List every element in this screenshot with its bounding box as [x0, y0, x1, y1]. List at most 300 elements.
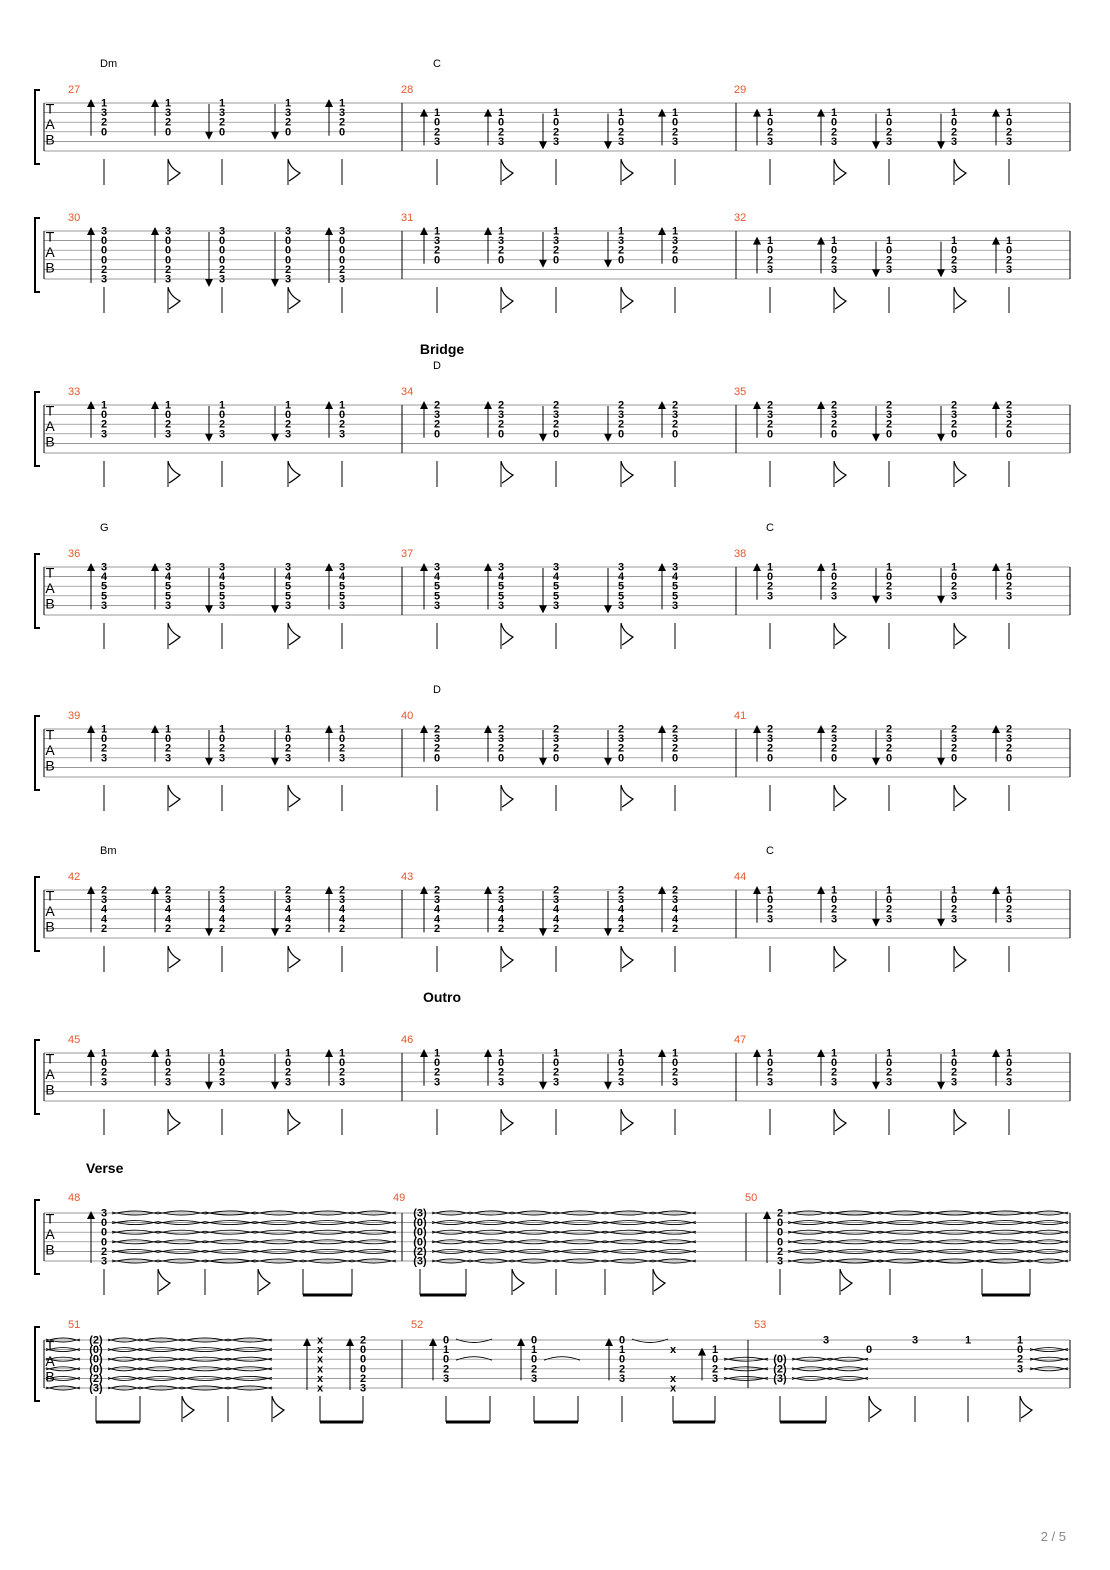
fret-number: 0	[164, 235, 172, 248]
fret-number: 2	[359, 1372, 367, 1385]
fret-number: 0	[1005, 244, 1013, 257]
fret-number: 0	[865, 1344, 873, 1357]
strum-down-arrow	[937, 1082, 945, 1090]
fret-number: 4	[284, 571, 292, 584]
fret-number: 3	[830, 913, 838, 926]
fret-number: 3	[284, 752, 292, 765]
fret-number: 0	[218, 244, 226, 257]
fret-number: 0	[100, 733, 108, 746]
eighth-flag	[501, 623, 513, 645]
fret-number: 2	[284, 116, 292, 129]
fret-number: 1	[950, 107, 958, 120]
fret-number: 3	[100, 1076, 108, 1089]
strum-up-arrow	[605, 1338, 613, 1346]
fret-number: 3	[552, 1076, 560, 1089]
fret-number: 3	[338, 894, 346, 907]
fret-number: 0	[830, 1057, 838, 1070]
chord-name: G	[100, 522, 109, 534]
fret-number: 0	[100, 126, 108, 139]
fret-number: 5	[218, 580, 226, 593]
fret-number: 3	[100, 1207, 108, 1220]
strum-up-arrow	[763, 1211, 771, 1219]
fret-number: 2	[830, 254, 838, 267]
fret-number: 5	[617, 590, 625, 603]
tab-clef-b: B	[45, 1368, 55, 1385]
fret-number: 2	[284, 884, 292, 897]
fret-number: 1	[338, 1047, 346, 1060]
fret-number: 3	[617, 733, 625, 746]
strum-down-arrow	[872, 758, 880, 766]
tab-clef-t: T	[45, 100, 55, 117]
fret-number: 1	[830, 561, 838, 574]
fret-number: 3	[950, 1076, 958, 1089]
fret-number: 3	[885, 263, 893, 276]
measure-number: 39	[68, 710, 81, 722]
tab-clef-b: B	[45, 259, 55, 276]
tab-clef-t: T	[45, 1337, 55, 1354]
fret-number: 0	[497, 1057, 505, 1070]
strum-down-arrow	[872, 1082, 880, 1090]
fret-number: 1	[284, 97, 292, 110]
fret-number: 3	[164, 107, 172, 120]
fret-number: 0	[766, 752, 774, 765]
fret-number: 2	[497, 742, 505, 755]
tied-fret-number: (0)	[413, 1217, 427, 1230]
fret-number: 2	[617, 742, 625, 755]
fret-number: 2	[433, 126, 441, 139]
fret-number: 1	[617, 225, 625, 238]
fret-number: 3	[552, 409, 560, 422]
fret-number: 2	[618, 1363, 626, 1376]
fret-number: 2	[776, 1207, 784, 1220]
eighth-flag	[501, 461, 513, 483]
fret-number: 0	[284, 126, 292, 139]
fret-number: 2	[530, 1363, 538, 1376]
fret-number: 2	[552, 126, 560, 139]
eighth-flag	[288, 946, 300, 968]
fret-number: 4	[164, 903, 172, 916]
fret-number: 3	[359, 1382, 367, 1395]
fret-number: 2	[1005, 903, 1013, 916]
fret-number: 2	[950, 254, 958, 267]
eighth-flag	[258, 1269, 270, 1291]
fret-number: 2	[617, 922, 625, 935]
fret-number: 1	[950, 884, 958, 897]
fret-number: 2	[164, 418, 172, 431]
fret-number: 3	[497, 1076, 505, 1089]
tab-clef-t: T	[45, 402, 55, 419]
fret-number: 0	[1005, 571, 1013, 584]
fret-number: 3	[885, 913, 893, 926]
fret-number: 1	[442, 1344, 450, 1357]
strum-down-arrow	[604, 141, 612, 149]
chord-name: Bm	[100, 845, 117, 857]
fret-number: 2	[433, 418, 441, 431]
tied-fret-number: (2)	[89, 1372, 103, 1385]
fret-number: 3	[885, 135, 893, 148]
fret-number: 5	[100, 580, 108, 593]
fret-number: 3	[164, 599, 172, 612]
fret-number: 0	[530, 1353, 538, 1366]
eighth-flag	[834, 461, 846, 483]
fret-number: 0	[1005, 894, 1013, 907]
fret-number: 0	[164, 1057, 172, 1070]
fret-number: 3	[433, 599, 441, 612]
measure-number: 32	[734, 212, 747, 224]
fret-number: 0	[164, 126, 172, 139]
fret-number: 2	[1005, 742, 1013, 755]
fret-number: 0	[711, 1353, 719, 1366]
fret-number: 3	[497, 135, 505, 148]
tab-clef-t: T	[45, 726, 55, 743]
fret-number: 1	[885, 561, 893, 574]
measure-number: 38	[734, 548, 747, 560]
fret-number: 2	[552, 418, 560, 431]
fret-number: 5	[497, 590, 505, 603]
fret-number: 3	[617, 1076, 625, 1089]
fret-number: 0	[776, 1217, 784, 1230]
fret-number: 0	[766, 244, 774, 257]
fret-number: 0	[100, 1057, 108, 1070]
fret-number: 2	[497, 399, 505, 412]
fret-number: 2	[100, 742, 108, 755]
fret-number: 3	[1005, 263, 1013, 276]
fret-number: 0	[830, 752, 838, 765]
strum-down-arrow	[271, 279, 279, 287]
fret-number: 1	[950, 561, 958, 574]
eighth-flag	[288, 287, 300, 309]
fret-number: 0	[950, 116, 958, 129]
fret-number: 2	[766, 126, 774, 139]
fret-number: 0	[950, 752, 958, 765]
strum-down-arrow	[937, 596, 945, 604]
tab-staff-bracket	[35, 90, 40, 164]
fret-number: 3	[218, 599, 226, 612]
fret-number: 3	[433, 409, 441, 422]
tab-clef-a: A	[45, 902, 55, 919]
fret-number: 3	[830, 409, 838, 422]
fret-number: 3	[830, 1076, 838, 1089]
fret-number: 2	[671, 399, 679, 412]
eighth-flag	[653, 1269, 665, 1291]
fret-number: 1	[497, 225, 505, 238]
fret-number: 4	[552, 903, 560, 916]
fret-number: 4	[218, 913, 226, 926]
fret-number: 2	[617, 723, 625, 736]
eighth-flag	[501, 785, 513, 807]
strum-down-arrow	[539, 758, 547, 766]
dead-note: x	[669, 1382, 677, 1395]
eighth-flag	[621, 946, 633, 968]
fret-number: 3	[338, 225, 346, 238]
fret-number: 3	[338, 1076, 346, 1089]
fret-number: 2	[671, 922, 679, 935]
fret-number: 0	[766, 428, 774, 441]
fret-number: 3	[950, 913, 958, 926]
fret-number: 3	[218, 752, 226, 765]
measure-number: 36	[68, 548, 81, 560]
fret-number: 0	[1005, 116, 1013, 129]
fret-number: 2	[671, 742, 679, 755]
fret-number: 3	[822, 1334, 830, 1347]
fret-number: 2	[338, 116, 346, 129]
fret-number: 1	[338, 399, 346, 412]
fret-number: 2	[950, 742, 958, 755]
fret-number: 2	[284, 922, 292, 935]
measure-number: 51	[68, 1319, 81, 1331]
fret-number: 4	[671, 903, 679, 916]
fret-number: 0	[100, 1217, 108, 1230]
fret-number: 0	[530, 1334, 538, 1347]
fret-number: 1	[711, 1344, 719, 1357]
fret-number: 3	[766, 263, 774, 276]
fret-number: 2	[885, 742, 893, 755]
fret-number: 4	[433, 903, 441, 916]
eighth-flag	[168, 946, 180, 968]
fret-number: 2	[497, 126, 505, 139]
eighth-flag	[954, 159, 966, 181]
fret-number: 3	[617, 409, 625, 422]
fret-number: 2	[218, 884, 226, 897]
measure-number: 31	[401, 212, 414, 224]
measure-number: 35	[734, 386, 747, 398]
fret-number: 1	[497, 1047, 505, 1060]
measure-number: 29	[734, 84, 747, 96]
fret-number: 1	[338, 97, 346, 110]
eighth-flag	[168, 785, 180, 807]
fret-number: 3	[284, 428, 292, 441]
measure-number: 44	[734, 871, 747, 883]
strum-down-arrow	[872, 141, 880, 149]
fret-number: 0	[552, 428, 560, 441]
fret-number: 1	[433, 107, 441, 120]
fret-number: 2	[497, 723, 505, 736]
fret-number: 2	[617, 1066, 625, 1079]
fret-number: 3	[830, 733, 838, 746]
fret-number: 1	[950, 1047, 958, 1060]
fret-number: 1	[100, 723, 108, 736]
fret-number: 0	[950, 894, 958, 907]
fret-number: 1	[671, 225, 679, 238]
fret-number: 4	[552, 913, 560, 926]
fret-number: 2	[338, 418, 346, 431]
fret-number: 1	[218, 399, 226, 412]
tab-clef-b: B	[45, 1081, 55, 1098]
fret-number: 1	[617, 1047, 625, 1060]
fret-number: 1	[766, 561, 774, 574]
strum-down-arrow	[872, 596, 880, 604]
fret-number: 0	[359, 1344, 367, 1357]
strum-down-arrow	[205, 434, 213, 442]
eighth-flag	[272, 1396, 284, 1418]
eighth-flag	[954, 946, 966, 968]
fret-number: 0	[885, 571, 893, 584]
strum-down-arrow	[604, 605, 612, 613]
fret-number: 1	[218, 723, 226, 736]
strum-down-arrow	[205, 758, 213, 766]
fret-number: 3	[1005, 1076, 1013, 1089]
fret-number: 2	[766, 399, 774, 412]
tab-clef-t: T	[45, 1050, 55, 1067]
eighth-flag	[168, 1109, 180, 1131]
fret-number: 1	[830, 1047, 838, 1060]
dead-note: x	[316, 1334, 324, 1347]
fret-number: 2	[1005, 418, 1013, 431]
tied-fret-number: (2)	[413, 1245, 427, 1258]
fret-number: 2	[830, 903, 838, 916]
fret-number: 0	[338, 409, 346, 422]
fret-number: 3	[617, 599, 625, 612]
measure-number: 34	[401, 386, 414, 398]
fret-number: 1	[433, 1047, 441, 1060]
fret-number: 5	[552, 590, 560, 603]
eighth-flag	[621, 461, 633, 483]
fret-number: 5	[164, 590, 172, 603]
fret-number: 2	[1005, 126, 1013, 139]
fret-number: 3	[617, 235, 625, 248]
fret-number: 3	[284, 599, 292, 612]
tie-arc	[632, 1339, 668, 1343]
fret-number: 2	[100, 263, 108, 276]
measure-number: 33	[68, 386, 81, 398]
fret-number: 3	[284, 107, 292, 120]
fret-number: 1	[552, 1047, 560, 1060]
fret-number: 1	[164, 97, 172, 110]
fret-number: 4	[433, 571, 441, 584]
eighth-flag	[168, 159, 180, 181]
tab-clef-b: B	[45, 918, 55, 935]
fret-number: 0	[100, 409, 108, 422]
chord-name: D	[433, 684, 441, 696]
strum-down-arrow	[937, 434, 945, 442]
fret-number: 3	[164, 273, 172, 286]
eighth-flag	[501, 946, 513, 968]
fret-number: 2	[950, 723, 958, 736]
fret-number: 3	[671, 561, 679, 574]
fret-number: 0	[950, 244, 958, 257]
fret-number: 1	[284, 1047, 292, 1060]
fret-number: 0	[617, 254, 625, 267]
fret-number: 2	[885, 126, 893, 139]
fret-number: 2	[885, 723, 893, 736]
fret-number: 0	[100, 235, 108, 248]
strum-down-arrow	[539, 434, 547, 442]
eighth-flag	[834, 623, 846, 645]
fret-number: 2	[766, 723, 774, 736]
fret-number: 4	[338, 913, 346, 926]
eighth-flag	[621, 1109, 633, 1131]
fret-number: 3	[338, 599, 346, 612]
fret-number: 2	[338, 263, 346, 276]
fret-number: 2	[218, 1066, 226, 1079]
eighth-flag	[869, 1396, 881, 1418]
fret-number: 2	[218, 116, 226, 129]
fret-number: 3	[338, 561, 346, 574]
fret-number: 1	[218, 97, 226, 110]
fret-number: 3	[552, 894, 560, 907]
tie-arc	[544, 1357, 580, 1361]
fret-number: 3	[433, 894, 441, 907]
fret-number: 2	[552, 723, 560, 736]
fret-number: 2	[671, 418, 679, 431]
fret-number: 4	[338, 571, 346, 584]
tab-clef-a: A	[45, 115, 55, 132]
fret-number: 2	[1005, 1066, 1013, 1079]
measure-number: 30	[68, 212, 81, 224]
chord-name: Dm	[100, 58, 118, 70]
fret-number: 2	[617, 884, 625, 897]
fret-number: 1	[617, 107, 625, 120]
fret-number: 2	[497, 884, 505, 897]
fret-number: 2	[950, 903, 958, 916]
eighth-flag	[621, 623, 633, 645]
tab-clef-t: T	[45, 564, 55, 581]
eighth-flag	[168, 623, 180, 645]
fret-number: 2	[885, 418, 893, 431]
fret-number: 0	[338, 244, 346, 257]
fret-number: 3	[433, 733, 441, 746]
fret-number: 2	[1016, 1353, 1024, 1366]
fret-number: 0	[218, 409, 226, 422]
fret-number: 2	[433, 742, 441, 755]
fret-number: 3	[885, 590, 893, 603]
eighth-flag	[954, 785, 966, 807]
fret-number: 3	[671, 235, 679, 248]
fret-number: 3	[552, 561, 560, 574]
strum-down-arrow	[271, 1082, 279, 1090]
fret-number: 3	[100, 428, 108, 441]
fret-number: 3	[766, 590, 774, 603]
strum-down-arrow	[937, 269, 945, 277]
fret-number: 1	[885, 884, 893, 897]
fret-number: 0	[433, 752, 441, 765]
strum-up-arrow	[429, 1338, 437, 1346]
fret-number: 0	[218, 254, 226, 267]
fret-number: 0	[766, 116, 774, 129]
fret-number: 3	[338, 428, 346, 441]
fret-number: 2	[671, 126, 679, 139]
fret-number: 0	[552, 752, 560, 765]
fret-number: 4	[671, 571, 679, 584]
eighth-flag	[158, 1269, 170, 1291]
fret-number: 3	[433, 1076, 441, 1089]
fret-number: 4	[338, 903, 346, 916]
measure-number: 40	[401, 710, 414, 722]
fret-number: 2	[950, 126, 958, 139]
fret-number: 1	[530, 1344, 538, 1357]
eighth-flag	[288, 623, 300, 645]
fret-number: 4	[617, 903, 625, 916]
fret-number: 0	[950, 571, 958, 584]
tab-clef-b: B	[45, 433, 55, 450]
fret-number: 0	[497, 428, 505, 441]
strum-down-arrow	[604, 260, 612, 268]
fret-number: 1	[766, 884, 774, 897]
fret-number: 0	[885, 894, 893, 907]
fret-number: 3	[284, 894, 292, 907]
fret-number: 0	[766, 571, 774, 584]
fret-number: 0	[338, 254, 346, 267]
fret-number: 4	[497, 913, 505, 926]
fret-number: 3	[164, 1076, 172, 1089]
fret-number: 3	[617, 894, 625, 907]
fret-number: 1	[100, 1047, 108, 1060]
measure-number: 53	[754, 1319, 767, 1331]
fret-number: 2	[1005, 399, 1013, 412]
fret-number: 5	[218, 590, 226, 603]
strum-up-arrow	[698, 1348, 706, 1356]
fret-number: 3	[100, 599, 108, 612]
